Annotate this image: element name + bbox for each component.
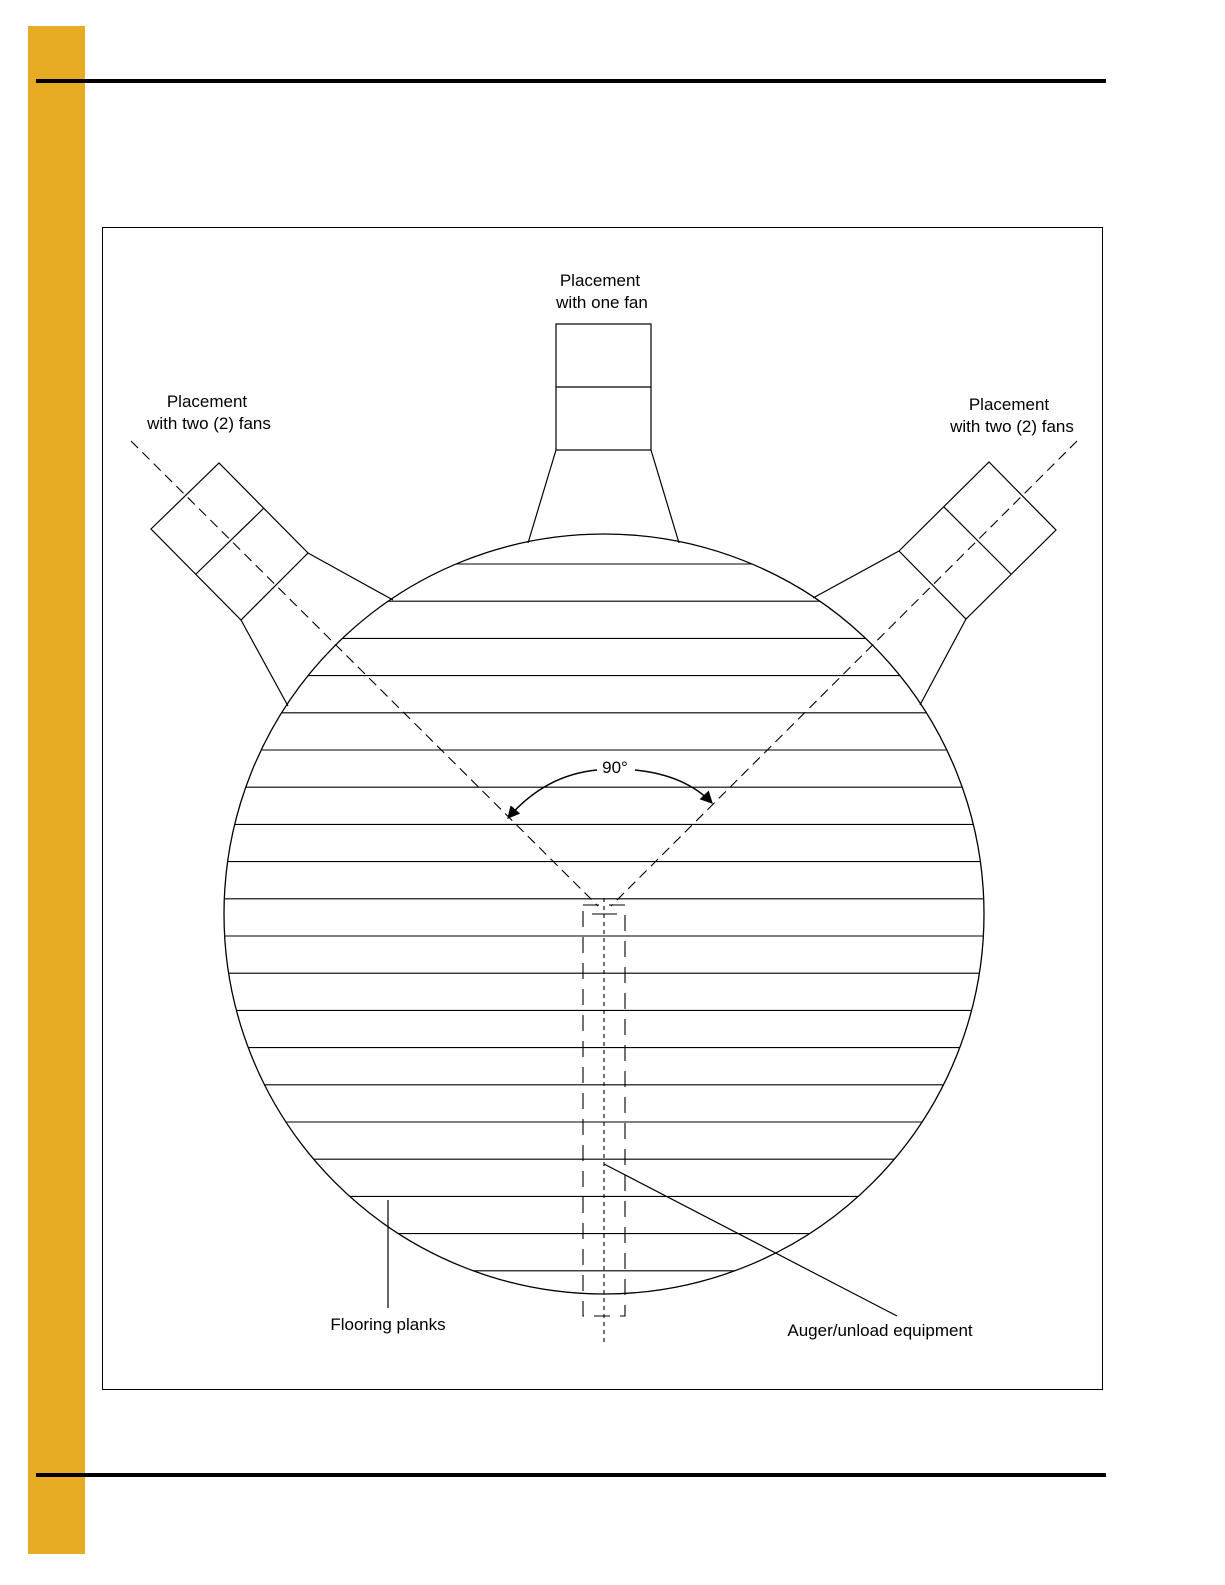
- auger-trough-outline: [583, 905, 625, 1316]
- left-center-line: [131, 441, 598, 906]
- label-two-fans-left-line1: Placement: [166, 392, 248, 411]
- label-two-fans-left-line2: with two (2) fans: [147, 414, 271, 433]
- auger-leader-line: [604, 1164, 897, 1316]
- label-angle: 90°: [602, 758, 628, 777]
- label-one-fan-line2: with one fan: [556, 293, 648, 312]
- label-flooring-planks: Flooring planks: [330, 1315, 446, 1334]
- label-two-fans-right-line1: Placement: [968, 395, 1050, 414]
- label-two-fans-right-line2: with two (2) fans: [950, 417, 1074, 436]
- fan-right-transition-a: [813, 551, 899, 598]
- label-auger-unload: Auger/unload equipment: [787, 1321, 973, 1340]
- label-one-fan-line1: Placement: [559, 271, 641, 290]
- fan-right-transition-b: [920, 619, 966, 705]
- fan-top: [528, 324, 679, 543]
- right-center-line: [611, 441, 1077, 906]
- angle-arc-left: [508, 770, 597, 818]
- fan-left-transition-a: [241, 620, 288, 706]
- angle-arc-right: [635, 770, 712, 803]
- fan-right-divider: [944, 507, 1011, 574]
- fan-left: [151, 463, 393, 706]
- fan-left-transition-b: [308, 553, 393, 600]
- fan-top-transition-right: [651, 450, 679, 543]
- fan-top-transition-left: [528, 450, 556, 543]
- fan-left-divider: [196, 508, 264, 574]
